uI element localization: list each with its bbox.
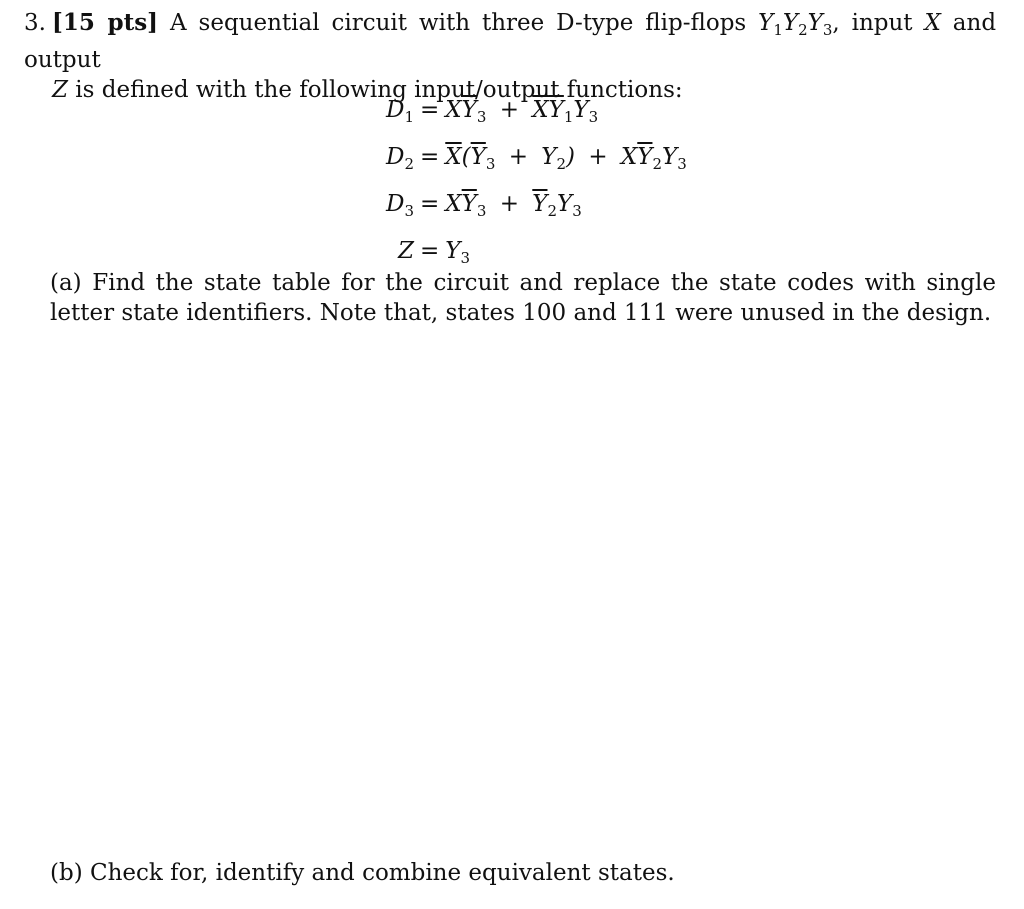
equation-d2: $D_2$ = $\overline{X}(\overline{Y}_3 + Y_2) + X\overline{Y}_2Y_3$ (372, 137, 687, 184)
question-intro-2: , input (832, 10, 913, 36)
part-a (50, 268, 996, 328)
equation-d1: $D_1$ = $X\overline{Y}_3 + \overline{X}\overline{Y}_1Y_3$ (372, 90, 687, 137)
output-variable: Z (52, 77, 68, 103)
part-b-label: (b) (50, 860, 83, 886)
part-a-text: Find the state table for the circuit and replace the state codes with single letter state identifiers. Note that, states 100 and 111 were unused in the design. (50, 270, 996, 326)
question-intro-3: and output (24, 10, 997, 73)
equation-rhs: $Y_3$ (445, 238, 471, 267)
question-intro-4: is defined with the following input/output functions: (75, 77, 683, 103)
equation-rhs: $\overline{X}(\overline{Y}_3 + Y_2) + X\overline{Y}_2Y_3$ (445, 144, 687, 173)
question-intro: A sequential circuit with three D-type flip-flops (170, 10, 747, 36)
part-a-label: (a) (50, 270, 82, 296)
question-number: 3. (24, 10, 46, 36)
part-b (50, 858, 996, 888)
flipflop-names: $Y_1Y_2Y_3$ (758, 10, 833, 39)
part-b-text: Check for, identify and combine equivalent states. (89, 860, 675, 886)
equation-lhs: $D_2$ (386, 144, 414, 173)
equation-d3: $D_3$ = $X\overline{Y}_3 + \overline{Y}_2Y_3$ (372, 184, 687, 231)
equation-rhs: $X\overline{Y}_3 + \overline{X}\overline{Y}_1Y_3$ (445, 97, 599, 126)
equation-z: Z = $Y_3$ (372, 231, 687, 278)
equation-lhs: $D_3$ (386, 191, 414, 220)
input-variable: X (924, 10, 941, 36)
equation-block (372, 90, 687, 278)
question-points: [15 pts] (52, 9, 159, 36)
equation-lhs: $D_1$ (386, 97, 414, 126)
equation-rhs: $X\overline{Y}_3 + \overline{Y}_2Y_3$ (445, 191, 582, 220)
equation-lhs: Z (398, 238, 414, 264)
